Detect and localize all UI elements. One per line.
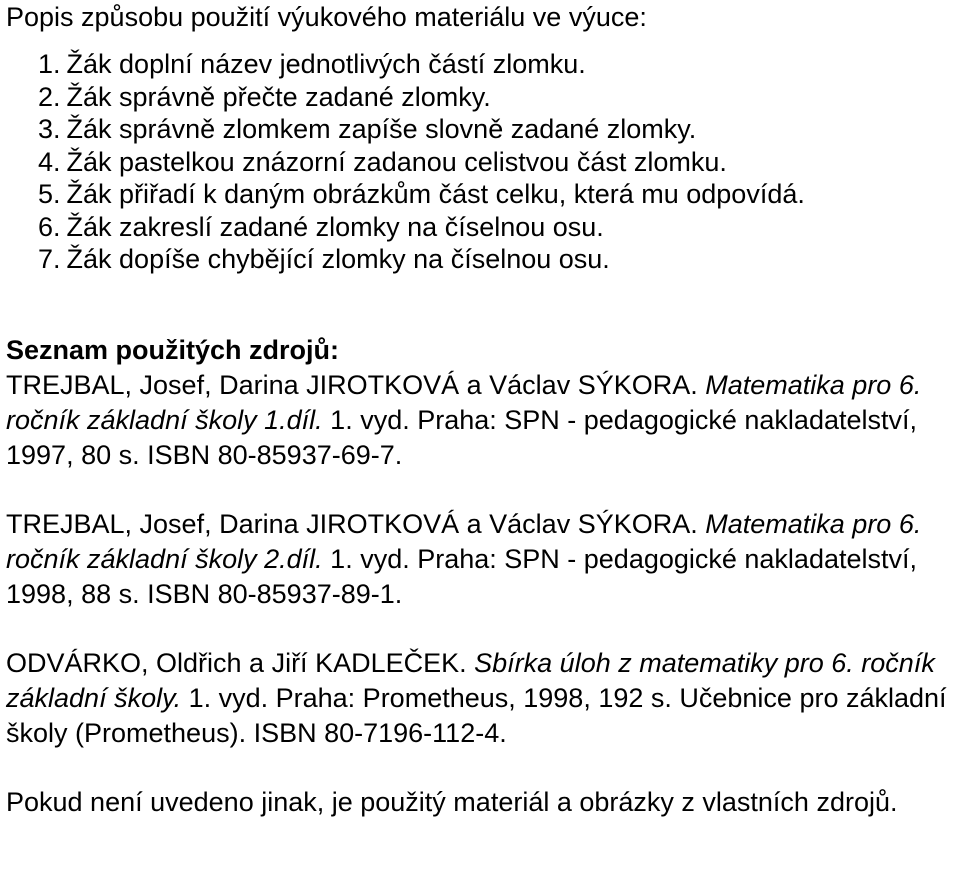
step-text: Žák doplní název jednotlivých částí zlomku.	[66, 49, 586, 79]
list-item	[38, 81, 954, 114]
list-item	[38, 113, 954, 146]
reference-title: Sbírka úloh z matematiky pro 6. ročník základní školy.	[6, 647, 935, 713]
step-number: 2.	[38, 81, 61, 112]
list-item	[38, 243, 954, 276]
step-number: 7.	[38, 244, 61, 274]
reference-item	[6, 368, 954, 473]
step-number: 4.	[38, 146, 61, 177]
reference-details: 1. vyd. Praha: SPN - pedagogické nakladatelství, 1998, 88 s. ISBN 80-85937-89-1.	[6, 543, 917, 609]
sources-title: Seznam použitých zdrojů:	[6, 334, 340, 365]
usage-steps-list	[6, 48, 954, 276]
step-text: Žák zakreslí zadané zlomky na číselnou osu.	[66, 211, 604, 242]
reference-item	[6, 507, 954, 612]
reference-authors: TREJBAL, Josef, Darina JIROTKOVÁ a Václav SÝKORA.	[6, 369, 698, 400]
step-number: 3.	[38, 114, 61, 144]
step-text: Žák správně přečte zadané zlomky.	[66, 81, 491, 112]
reference-authors: ODVÁRKO, Oldřich a Jiří KADLEČEK.	[6, 647, 467, 678]
reference-title: Matematika pro 6. ročník základní školy 2.díl.	[6, 508, 922, 574]
step-number: 6.	[38, 211, 61, 242]
step-text: Žák správně zlomkem zapíše slovně zadané zlomky.	[66, 114, 697, 144]
step-number: 5.	[38, 179, 61, 209]
step-number: 1.	[38, 49, 61, 79]
list-item	[38, 48, 954, 81]
step-text: Žák přiřadí k daným obrázkům část celku, která mu odpovídá.	[66, 179, 805, 209]
reference-item	[6, 646, 954, 751]
reference-authors: TREJBAL, Josef, Darina JIROTKOVÁ a Václav SÝKORA.	[6, 508, 698, 539]
list-item	[38, 211, 954, 244]
step-text: Žák pastelkou znázorní zadanou celistvou část zlomku.	[66, 146, 727, 177]
usage-heading: Popis způsobu použití výukového materiálu ve výuce:	[6, 2, 647, 32]
list-item	[38, 178, 954, 211]
step-text: Žák dopíše chybějící zlomky na číselnou osu.	[66, 244, 610, 274]
reference-title: Matematika pro 6. ročník základní školy 1.díl.	[6, 369, 922, 435]
reference-details: 1. vyd. Praha: Prometheus, 1998, 192 s. Učebnice pro základní školy (Prometheus). ISBN 80-7196-112-4.	[6, 682, 947, 748]
list-item	[38, 146, 954, 179]
reference-details: 1. vyd. Praha: SPN - pedagogické nakladatelství, 1997, 80 s. ISBN 80-85937-69-7.	[6, 404, 917, 470]
source-note: Pokud není uvedeno jinak, je použitý materiál a obrázky z vlastních zdrojů.	[6, 786, 898, 817]
